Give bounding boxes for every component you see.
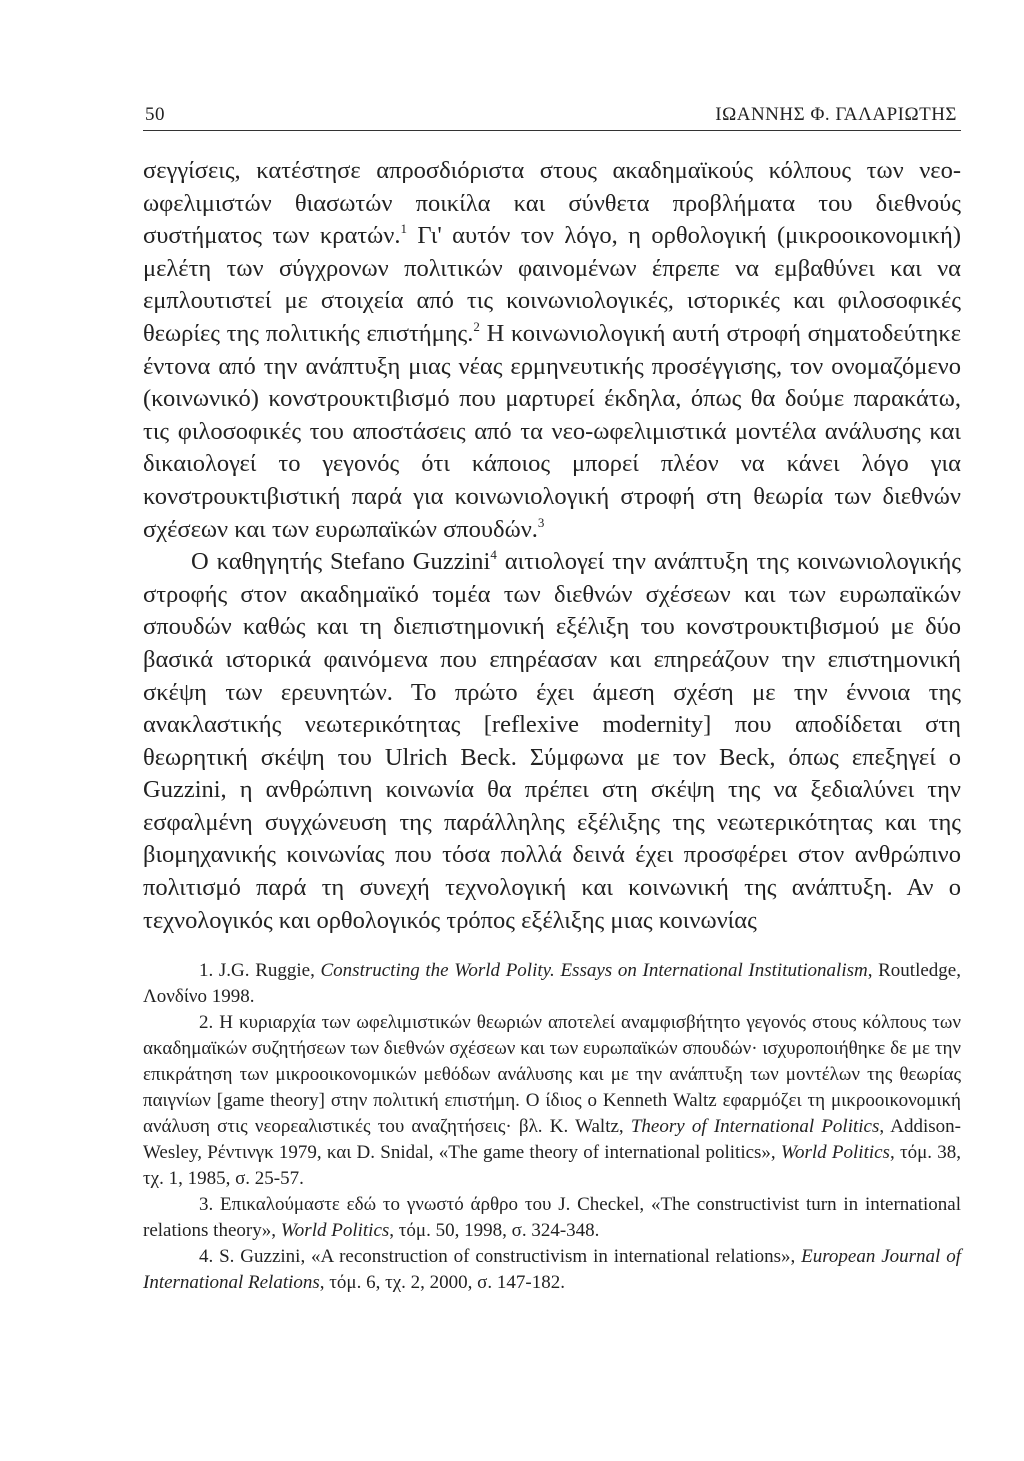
footnote-2-text-a: 2. Η κυριαρχία των ωφελιμιστικών θεωριών αποτελεί αναμφισβήτητο γεγονός στους κόλπους των ακαδημαϊκών συζητήσεων των διεθνών σχέσεων και των ευρωπαϊκών σπουδών· ισχυροποιήθηκε δε με την επικράτηση των μικροοικονομικών μεθόδων ανάλυσης και με την ανάπτυξη των μοντέλων της θεωρίας παιγνίων [game theory] στην πολιτική επιστήμη. Ο ίδιος ο Kenneth Waltz εφαρμόζει τη μικροοικονομική ανάλυση στις νεορεαλιστικές του αναζητήσεις· βλ. K. Waltz, (143, 1012, 961, 1137)
running-header (143, 100, 961, 131)
page-number: 50 (145, 104, 165, 125)
footnote-ref-2: 2 (473, 318, 480, 334)
footnote-2 (143, 1010, 961, 1192)
footnote-2-text-e: , τόμ. 38, τχ. 1, 1985, σ. 25-57. (143, 1142, 961, 1189)
paragraph-1-text-b: Γι' αυτόν τον λόγο, η ορθολογική (μικροοικονομική) μελέτη των σύγχρονων πολιτικών φαινομένων έπρεπε να εμβαθύνει και να εμπλουτιστεί με στοιχεία από τις κοινωνιολογικές, ιστορικές και φιλοσοφικές θεωρίες της πολιτικής επιστήμης. (143, 222, 961, 347)
paragraph-1-text-a: σεγγίσεις, κατέστησε απροσδιόριστα στους ακαδημαϊκούς κόλπους των νεο-ωφελιμιστών θιασωτών ποικίλα και σύνθετα προβλήματα του διεθνούς συστήματος των κρατών. (143, 157, 961, 250)
footnote-4-journal: European Journal of International Relations (143, 1246, 961, 1293)
footnote-2-journal: World Politics (780, 1142, 890, 1163)
footnote-1-title: Constructing the World Polity. Essays on International Institutionalism (320, 960, 868, 981)
footnotes (143, 958, 961, 1296)
footnote-4-text-a: 4. S. Guzzini, «A reconstruction of constructivism in international relations», (199, 1246, 802, 1267)
footnote-2-title: Theory of International Politics (630, 1116, 880, 1137)
paragraph-2 (143, 546, 961, 937)
footnote-ref-1: 1 (400, 221, 407, 237)
footnote-1-text-c: , Routledge, Λονδίνο 1998. (143, 960, 961, 1007)
footnote-ref-3: 3 (537, 514, 545, 530)
footnote-3-text-c: , τόμ. 50, 1998, σ. 324-348. (389, 1220, 600, 1241)
paragraph-1 (143, 155, 961, 546)
footnote-4 (143, 1244, 961, 1296)
running-title: ΙΩΑΝΝΗΣ Φ. ΓΑΛΑΡΙΩΤΗΣ (715, 104, 957, 125)
footnote-2-text-c: , Addison-Wesley, Ρέντινγκ 1979, και D. Snidal, «The game theory of international politics», (143, 1116, 961, 1163)
footnote-1-text-a: 1. J.G. Ruggie, (199, 960, 321, 981)
footnote-3-journal: World Politics (280, 1220, 390, 1241)
footnote-3-text-a: 3. Επικαλούμαστε εδώ το γνωστό άρθρο του J. Checkel, «The constructivist turn in international relations theory», (143, 1194, 961, 1241)
footnote-ref-4: 4 (490, 547, 497, 563)
paragraph-2-text-a: Ο καθηγητής Stefano Guzzini (191, 548, 491, 576)
footnote-1 (143, 958, 961, 1010)
paragraph-2-text-b: αιτιολογεί την ανάπτυξη της κοινωνιολογικής στροφής στον ακαδημαϊκό τομέα των διεθνών σχέσεων και των ευρωπαϊκών σπουδών καθώς και τη διεπιστημονική εξέλιξη του κονστρουκτιβισμού με δύο βασικά ιστορικά φαινόμενα που επηρέασαν και επηρεάζουν την επιστημονική σκέψη των ερευνητών. Το πρώτο έχει άμεση σχέση με την έννοια της ανακλαστικής νεωτερικότητας [reflexive modernity] που αποδίδεται στη θεωρητική σκέψη του Ulrich Beck. Σύμφωνα με τον Beck, όπως επεξηγεί ο Guzzini, η ανθρώπινη κοινωνία θα πρέπει στη σκέψη της να ξεδιαλύνει την εσφαλμένη συγχώνευση της παράλληλης εξέλιξης της νεωτερικότητας και της βιομηχανικής κοινωνίας που τόσα πολλά δεινά έχει προσφέρει στον ανθρώπινο πολιτισμό παρά τη συνεχή τεχνολογική και κοινωνική της ανάπτυξη. Αν ο τεχνολογικός και ορθολογικός τρόπος εξέλιξης μιας κοινωνίας (143, 548, 961, 934)
footnote-3 (143, 1192, 961, 1244)
paragraph-1-text-c: Η κοινωνιολογική αυτή στροφή σηματοδεύτηκε έντονα από την ανάπτυξη μιας νέας ερμηνευτικής προσέγγισης, τον ονομαζόμενο (κοινωνικό) κονστρουκτιβισμό που μαρτυρεί έκδηλα, όπως θα δούμε παρακάτω, τις φιλοσοφικές του αποστάσεις από τα νεο-ωφελιμιστικά μοντέλα ανάλυσης και δικαιολογεί το γεγονός ότι κάποιος μπορεί πλέον να κάνει λόγο για κονστρουκτιβιστική παρά για κοινωνιολογική στροφή στη θεωρία των διεθνών σχέσεων και των ευρωπαϊκών σπουδών. (143, 319, 961, 543)
footnote-4-text-c: , τόμ. 6, τχ. 2, 2000, σ. 147-182. (319, 1272, 566, 1293)
body-text (143, 155, 961, 937)
